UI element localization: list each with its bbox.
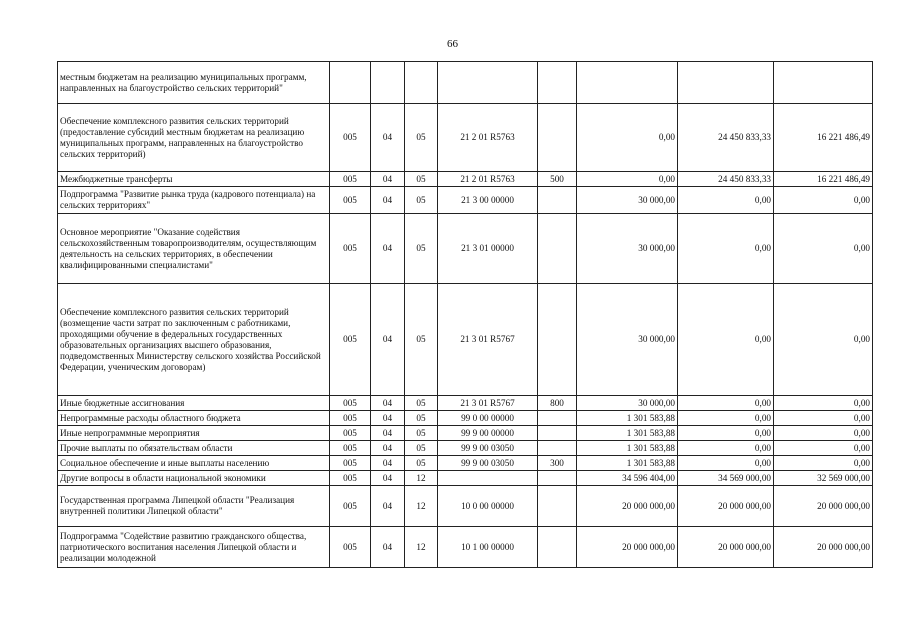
amount-year-2: 0,00 xyxy=(678,426,774,441)
amount-year-2: 0,00 xyxy=(678,456,774,471)
target-article xyxy=(438,471,538,486)
table-row xyxy=(58,172,873,187)
amount-year-1: 30 000,00 xyxy=(577,214,678,284)
table-row xyxy=(58,62,873,104)
table-row xyxy=(58,214,873,284)
table-row xyxy=(58,527,873,568)
ministry-code: 005 xyxy=(330,486,371,527)
section-code: 04 xyxy=(371,426,405,441)
row-name: Обеспечение комплексного развития сельских территорий (возмещение части затрат по заключенным с работниками, проходящими обучение в федеральных государственных образовательных организациях высшего образования, подведомственных Министерству сельского хозяйства Российской Федерации, ученическим договорам) xyxy=(58,284,330,396)
subsection-code: 12 xyxy=(405,527,438,568)
row-name: Социальное обеспечение и иные выплаты населению xyxy=(58,456,330,471)
expense-type: 500 xyxy=(538,172,577,187)
expense-type xyxy=(538,214,577,284)
row-name: местным бюджетам на реализацию муниципальных программ, направленных на благоустройство сельских территорий" xyxy=(58,62,330,104)
ministry-code: 005 xyxy=(330,456,371,471)
ministry-code: 005 xyxy=(330,172,371,187)
target-article: 99 0 00 00000 xyxy=(438,411,538,426)
ministry-code: 005 xyxy=(330,187,371,214)
target-article: 99 9 00 03050 xyxy=(438,456,538,471)
target-article: 99 9 00 03050 xyxy=(438,441,538,456)
section-code: 04 xyxy=(371,396,405,411)
section-code: 04 xyxy=(371,441,405,456)
section-code: 04 xyxy=(371,284,405,396)
amount-year-3: 16 221 486,49 xyxy=(774,172,873,187)
row-name: Иные непрограммные мероприятия xyxy=(58,426,330,441)
ministry-code: 005 xyxy=(330,214,371,284)
table-row xyxy=(58,284,873,396)
row-name: Государственная программа Липецкой области "Реализация внутренней политики Липецкой области" xyxy=(58,486,330,527)
row-name: Подпрограмма "Содействие развитию гражданского общества, патриотического воспитания населения Липецкой области и реализации молодежной xyxy=(58,527,330,568)
target-article: 21 3 01 R5767 xyxy=(438,284,538,396)
budget-table-body xyxy=(58,62,873,568)
subsection-code: 12 xyxy=(405,486,438,527)
row-name: Основное мероприятие "Оказание содействия сельскохозяйственным товаропроизводителям, осуществляющим деятельность на сельских территориях, в обеспечении квалифицированными специалистами" xyxy=(58,214,330,284)
subsection-code: 05 xyxy=(405,284,438,396)
target-article: 10 1 00 00000 xyxy=(438,527,538,568)
section-code: 04 xyxy=(371,172,405,187)
target-article: 10 0 00 00000 xyxy=(438,486,538,527)
table-row xyxy=(58,471,873,486)
row-name: Обеспечение комплексного развития сельских территорий (предоставление субсидий местным бюджетам на реализацию муниципальных программ, направленных на благоустройство сельских территорий) xyxy=(58,104,330,172)
amount-year-3: 0,00 xyxy=(774,396,873,411)
row-name: Другие вопросы в области национальной экономики xyxy=(58,471,330,486)
amount-year-2: 0,00 xyxy=(678,411,774,426)
section-code: 04 xyxy=(371,104,405,172)
subsection-code: 05 xyxy=(405,187,438,214)
target-article: 21 3 00 00000 xyxy=(438,187,538,214)
amount-year-2: 34 569 000,00 xyxy=(678,471,774,486)
amount-year-3: 0,00 xyxy=(774,456,873,471)
amount-year-3: 20 000 000,00 xyxy=(774,527,873,568)
amount-year-2: 0,00 xyxy=(678,396,774,411)
amount-year-3: 0,00 xyxy=(774,441,873,456)
expense-type xyxy=(538,486,577,527)
table-row xyxy=(58,441,873,456)
ministry-code xyxy=(330,62,371,104)
target-article: 21 3 01 00000 xyxy=(438,214,538,284)
amount-year-3: 16 221 486,49 xyxy=(774,104,873,172)
ministry-code: 005 xyxy=(330,426,371,441)
table-row xyxy=(58,187,873,214)
amount-year-2: 0,00 xyxy=(678,441,774,456)
amount-year-3: 0,00 xyxy=(774,411,873,426)
section-code: 04 xyxy=(371,456,405,471)
table-row xyxy=(58,104,873,172)
table-row xyxy=(58,456,873,471)
amount-year-1: 1 301 583,88 xyxy=(577,441,678,456)
row-name: Подпрограмма "Развитие рынка труда (кадрового потенциала) на сельских территориях" xyxy=(58,187,330,214)
table-row xyxy=(58,396,873,411)
expense-type xyxy=(538,441,577,456)
budget-table xyxy=(57,61,873,568)
amount-year-1: 1 301 583,88 xyxy=(577,426,678,441)
target-article: 21 2 01 R5763 xyxy=(438,104,538,172)
amount-year-1: 1 301 583,88 xyxy=(577,456,678,471)
amount-year-1: 20 000 000,00 xyxy=(577,486,678,527)
section-code: 04 xyxy=(371,214,405,284)
ministry-code: 005 xyxy=(330,104,371,172)
subsection-code: 05 xyxy=(405,441,438,456)
ministry-code: 005 xyxy=(330,411,371,426)
subsection-code xyxy=(405,62,438,104)
subsection-code: 05 xyxy=(405,396,438,411)
amount-year-3: 32 569 000,00 xyxy=(774,471,873,486)
expense-type xyxy=(538,62,577,104)
amount-year-3 xyxy=(774,62,873,104)
ministry-code: 005 xyxy=(330,396,371,411)
amount-year-3: 0,00 xyxy=(774,187,873,214)
table-row xyxy=(58,426,873,441)
section-code xyxy=(371,62,405,104)
section-code: 04 xyxy=(371,527,405,568)
amount-year-2: 20 000 000,00 xyxy=(678,527,774,568)
subsection-code: 05 xyxy=(405,104,438,172)
expense-type xyxy=(538,411,577,426)
subsection-code: 05 xyxy=(405,411,438,426)
section-code: 04 xyxy=(371,486,405,527)
row-name: Прочие выплаты по обязательствам области xyxy=(58,441,330,456)
target-article: 21 2 01 R5763 xyxy=(438,172,538,187)
target-article xyxy=(438,62,538,104)
subsection-code: 05 xyxy=(405,456,438,471)
expense-type xyxy=(538,187,577,214)
subsection-code: 05 xyxy=(405,214,438,284)
expense-type xyxy=(538,104,577,172)
subsection-code: 05 xyxy=(405,172,438,187)
expense-type: 300 xyxy=(538,456,577,471)
amount-year-2: 24 450 833,33 xyxy=(678,172,774,187)
page-number: 66 xyxy=(447,38,458,50)
expense-type: 800 xyxy=(538,396,577,411)
amount-year-1: 34 596 404,00 xyxy=(577,471,678,486)
amount-year-2 xyxy=(678,62,774,104)
amount-year-3: 0,00 xyxy=(774,284,873,396)
expense-type xyxy=(538,426,577,441)
amount-year-1: 1 301 583,88 xyxy=(577,411,678,426)
amount-year-2: 24 450 833,33 xyxy=(678,104,774,172)
amount-year-2: 20 000 000,00 xyxy=(678,486,774,527)
row-name: Межбюджетные трансферты xyxy=(58,172,330,187)
amount-year-2: 0,00 xyxy=(678,284,774,396)
table-row xyxy=(58,486,873,527)
amount-year-1 xyxy=(577,62,678,104)
amount-year-1: 0,00 xyxy=(577,172,678,187)
ministry-code: 005 xyxy=(330,441,371,456)
ministry-code: 005 xyxy=(330,527,371,568)
amount-year-3: 0,00 xyxy=(774,426,873,441)
section-code: 04 xyxy=(371,471,405,486)
amount-year-2: 0,00 xyxy=(678,187,774,214)
section-code: 04 xyxy=(371,411,405,426)
table-row xyxy=(58,411,873,426)
amount-year-2: 0,00 xyxy=(678,214,774,284)
target-article: 21 3 01 R5767 xyxy=(438,396,538,411)
amount-year-3: 20 000 000,00 xyxy=(774,486,873,527)
expense-type xyxy=(538,284,577,396)
section-code: 04 xyxy=(371,187,405,214)
amount-year-1: 0,00 xyxy=(577,104,678,172)
amount-year-3: 0,00 xyxy=(774,214,873,284)
subsection-code: 05 xyxy=(405,426,438,441)
row-name: Иные бюджетные ассигнования xyxy=(58,396,330,411)
row-name: Непрограммные расходы областного бюджета xyxy=(58,411,330,426)
amount-year-1: 20 000 000,00 xyxy=(577,527,678,568)
amount-year-1: 30 000,00 xyxy=(577,284,678,396)
expense-type xyxy=(538,471,577,486)
target-article: 99 9 00 00000 xyxy=(438,426,538,441)
subsection-code: 12 xyxy=(405,471,438,486)
ministry-code: 005 xyxy=(330,284,371,396)
amount-year-1: 30 000,00 xyxy=(577,396,678,411)
ministry-code: 005 xyxy=(330,471,371,486)
amount-year-1: 30 000,00 xyxy=(577,187,678,214)
expense-type xyxy=(538,527,577,568)
